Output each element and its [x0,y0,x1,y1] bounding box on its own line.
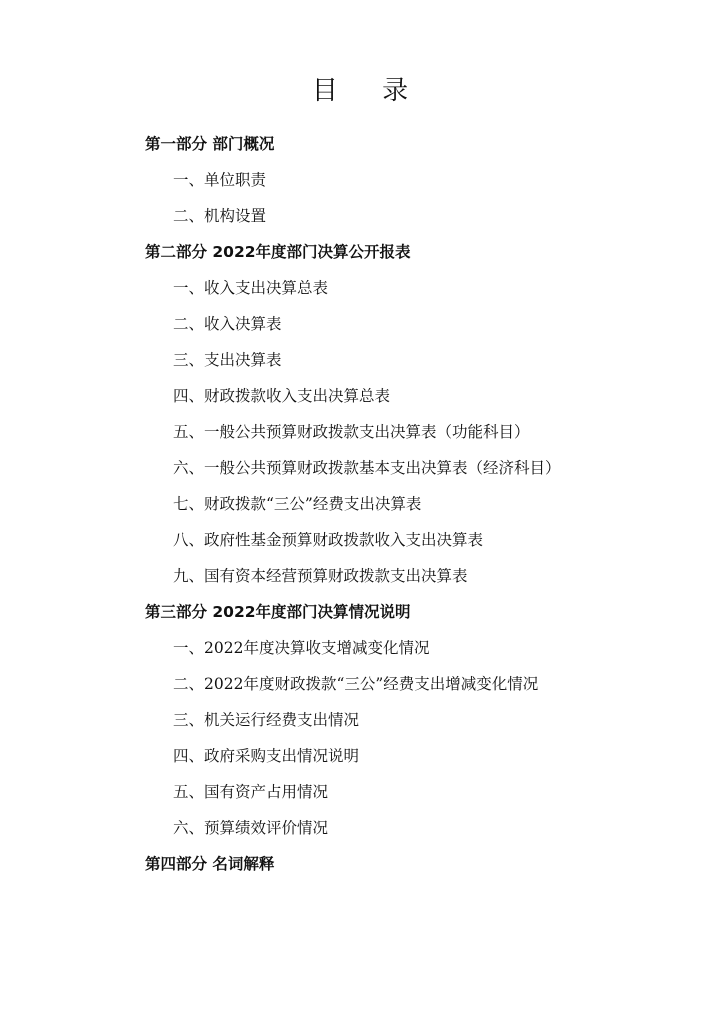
toc-item: 二、2022年度财政拨款“三公”经费支出增减变化情况 [173,675,539,693]
toc-item: 六、一般公共预算财政拨款基本支出决算表（经济科目） [173,459,561,477]
toc-item: 一、单位职责 [173,171,267,189]
toc-item: 三、机关运行经费支出情况 [173,711,360,729]
toc-item: 六、预算绩效评价情况 [173,819,329,837]
toc-item: 四、政府采购支出情况说明 [173,747,360,765]
toc-item: 八、政府性基金预算财政拨款收入支出决算表 [173,531,484,549]
toc-section-1: 第一部分 部门概况 [145,135,275,153]
page-title: 目 录 [311,76,427,106]
toc-item: 五、国有资产占用情况 [173,783,329,801]
toc-item: 一、收入支出决算总表 [173,279,329,297]
toc-item: 三、支出决算表 [173,351,282,369]
toc-section-3: 第三部分 2022年度部门决算情况说明 [145,603,411,621]
toc-item: 五、一般公共预算财政拨款支出决算表（功能科目） [173,423,530,441]
toc-item: 九、国有资本经营预算财政拨款支出决算表 [173,567,468,585]
toc-item: 一、2022年度决算收支增减变化情况 [173,639,430,657]
toc-section-4: 第四部分 名词解释 [145,855,275,873]
toc-item: 七、财政拨款“三公”经费支出决算表 [173,495,422,513]
table-of-contents [145,126,685,882]
toc-item: 二、收入决算表 [173,315,282,333]
toc-item: 四、财政拨款收入支出决算总表 [173,387,391,405]
toc-section-2: 第二部分 2022年度部门决算公开报表 [145,243,411,261]
toc-item: 二、机构设置 [173,207,267,225]
